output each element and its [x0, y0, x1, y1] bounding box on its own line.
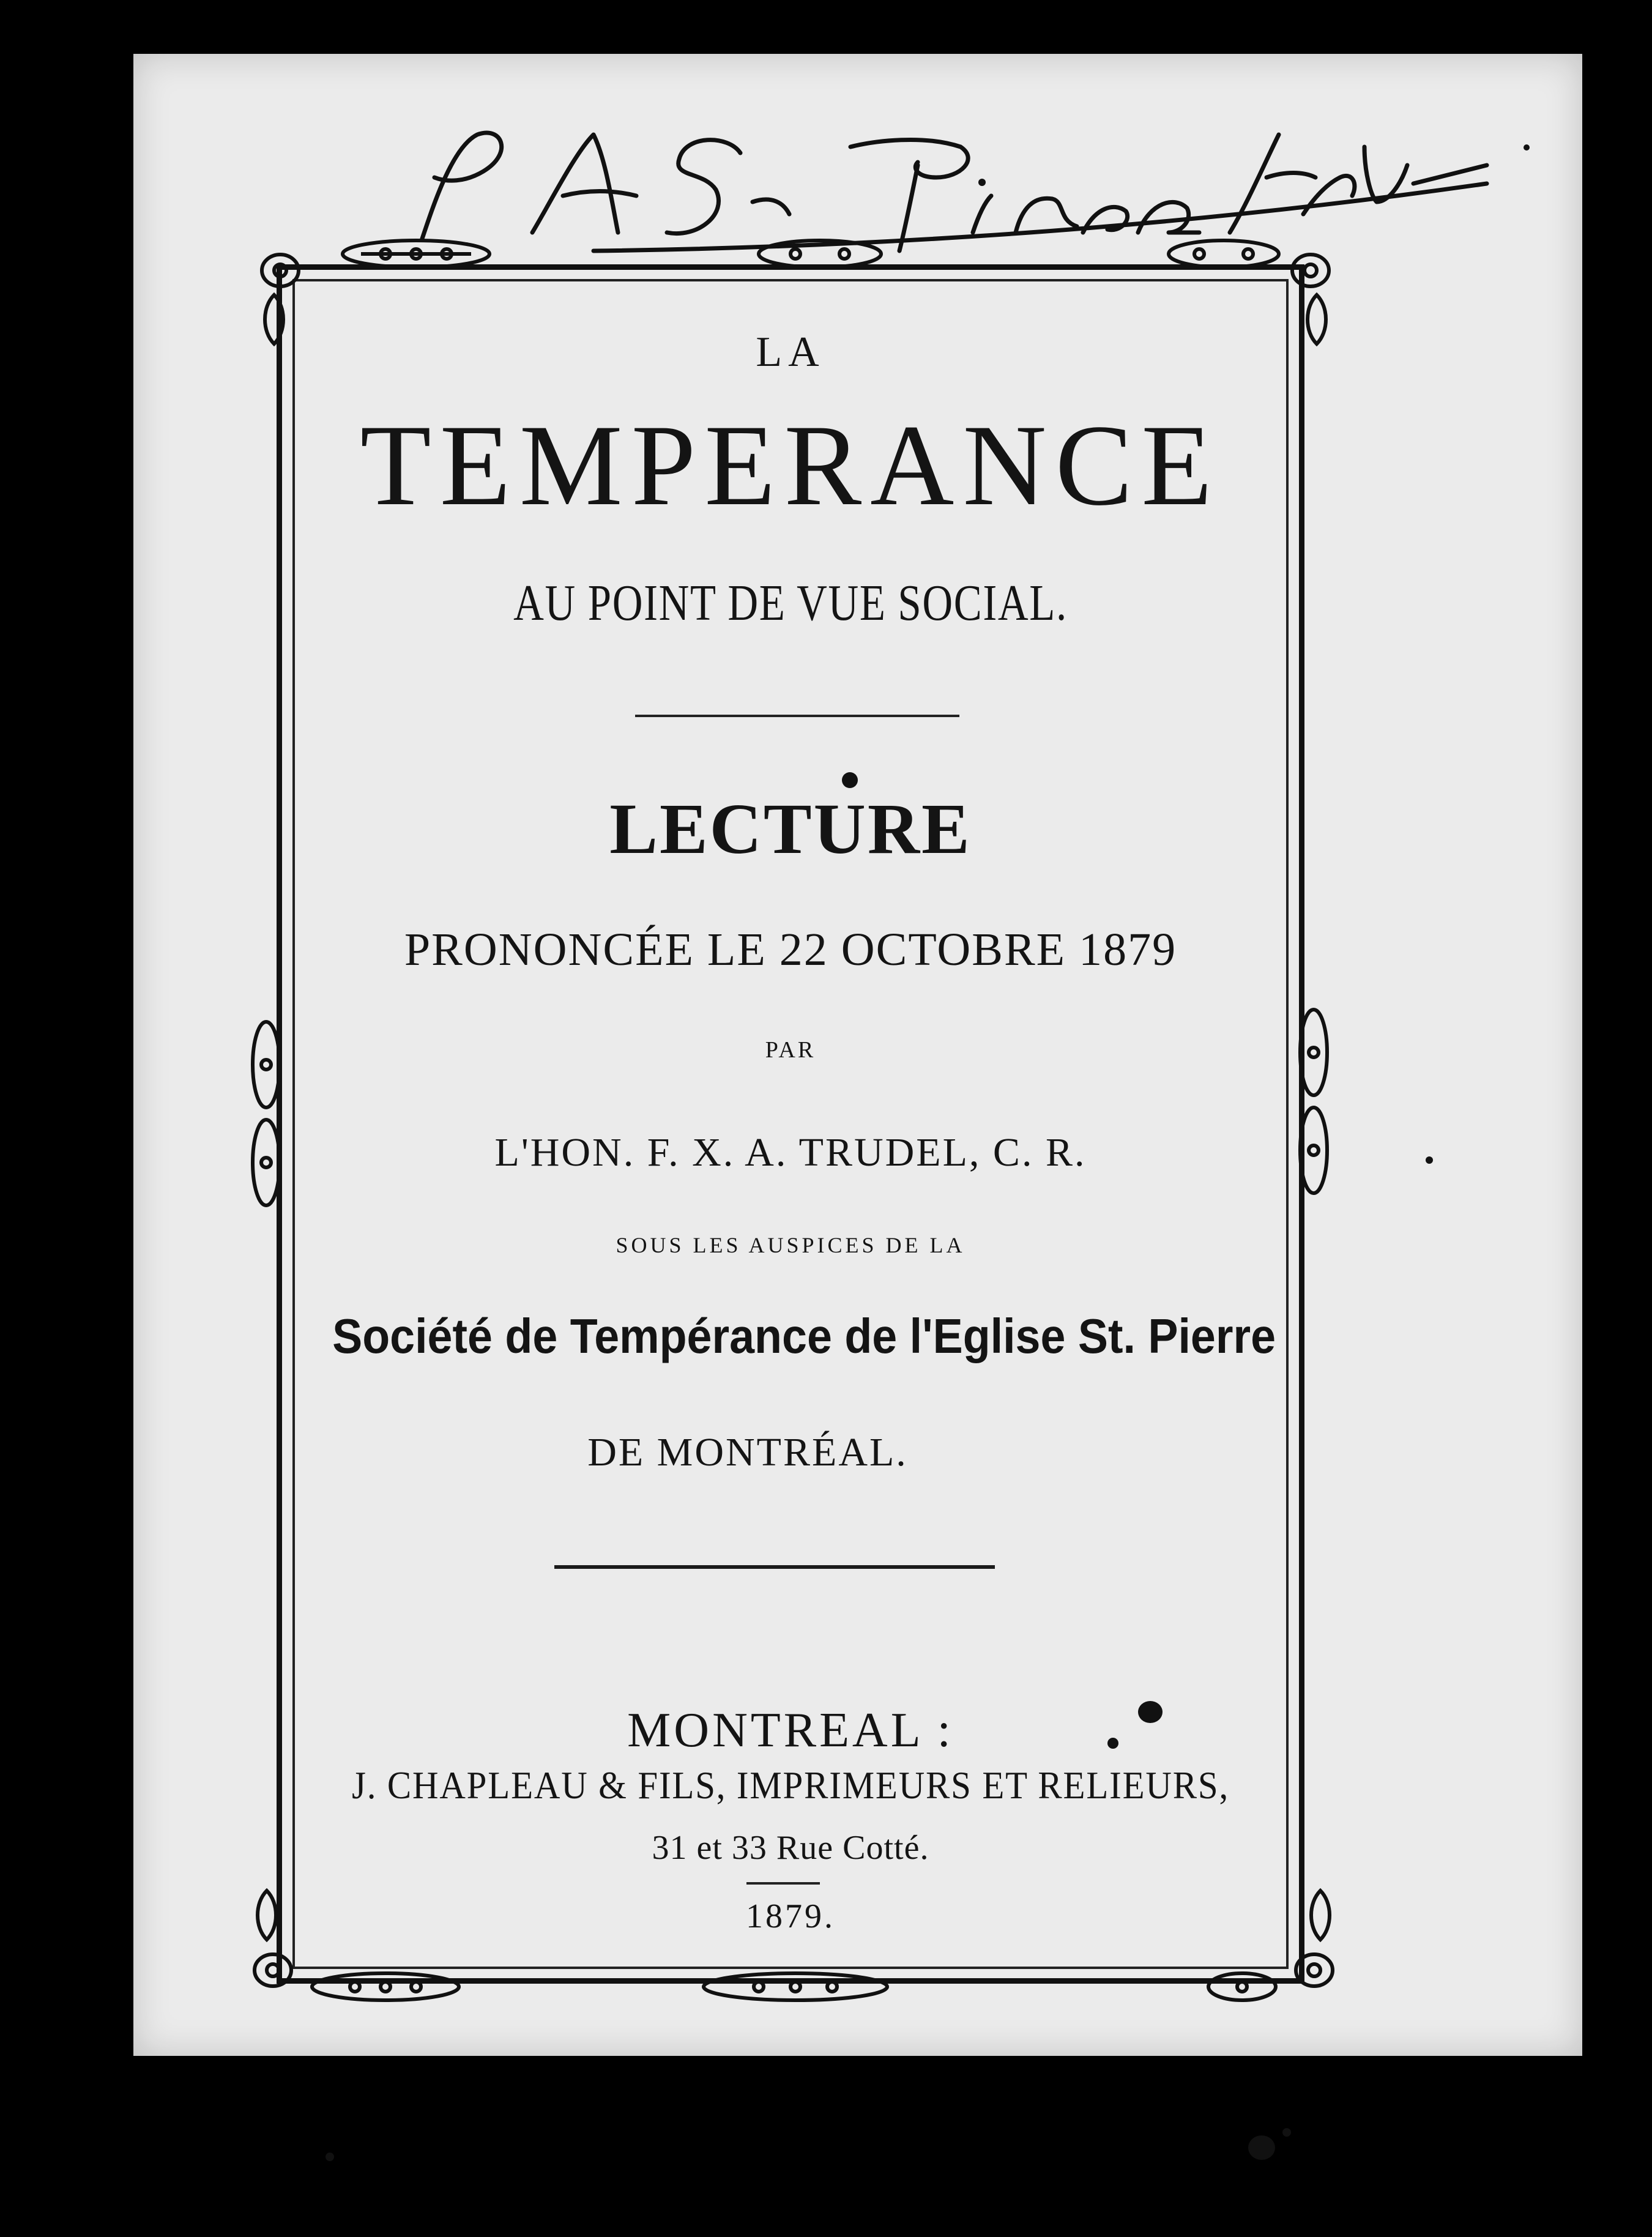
ink-spot: [1138, 1701, 1163, 1723]
imprint-printer: J. CHAPLEAU & FILS, IMPRIMEURS ET RELIEURS,: [351, 1763, 1230, 1807]
border-ornament-icon: [294, 1965, 477, 2008]
ink-spot: [1107, 1738, 1118, 1749]
ink-spot: [1248, 2135, 1275, 2160]
ink-spot: [1282, 2128, 1291, 2137]
lecture-label: LECTURE: [609, 789, 972, 869]
border-ornament-icon: [324, 233, 508, 275]
side-ornament-icon: [1292, 1003, 1335, 1199]
page-title: TEMPERANCE: [360, 401, 1221, 530]
side-ornament-icon: [245, 1016, 288, 1212]
imprint-address: 31 et 33 Rue Cotté.: [652, 1829, 929, 1867]
society-name: Société de Tempérance de l'Eglise St. Pierre: [332, 1309, 1276, 1363]
divider: [554, 1565, 995, 1569]
delivery-date: PRONONCÉE LE 22 OCTOBRE 1879: [404, 924, 1177, 975]
imprint-year: 1879.: [746, 1897, 835, 1935]
imprint-city: MONTREAL :: [627, 1703, 954, 1757]
ink-spot: [1426, 1156, 1433, 1164]
by-label: PAR: [765, 1037, 816, 1063]
ink-spot: [842, 772, 858, 788]
society-city: DE MONTRÉAL.: [587, 1430, 908, 1475]
title-article: LA: [756, 329, 825, 376]
ink-spot: [1524, 144, 1530, 151]
subtitle: AU POINT DE VUE SOCIAL.: [513, 575, 1068, 631]
border-ornament-icon: [746, 233, 893, 275]
author-name: L'HON. F. X. A. TRUDEL, C. R.: [494, 1130, 1087, 1175]
auspices-label: SOUS LES AUSPICES DE LA: [616, 1233, 966, 1257]
ink-spot: [326, 2153, 334, 2161]
divider: [635, 715, 959, 717]
divider: [746, 1882, 820, 1885]
border-ornament-icon: [691, 1965, 899, 2008]
